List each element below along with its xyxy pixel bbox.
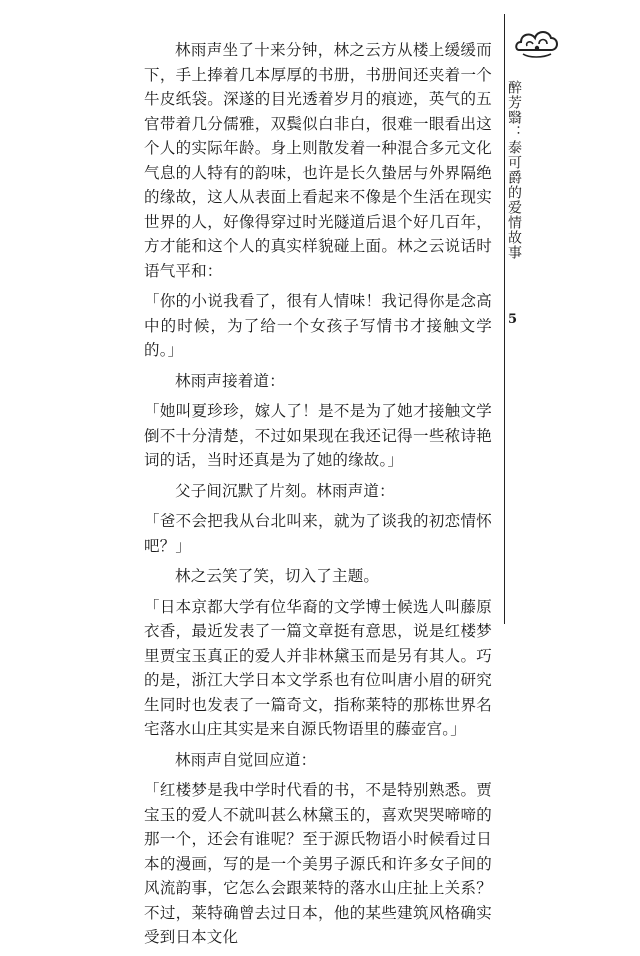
paragraph-dialogue: 「她叫夏珍珍，嫁人了！是不是为了她才接触文学倒不十分清楚，不过如果现在我还记得一些秾诗艳词的话，当时还真是为了她的缘故。」 — [144, 402, 492, 469]
paragraph-narration: 林雨声接着道： — [175, 371, 285, 390]
page-body — [144, 38, 492, 956]
paragraph-narration: 林之云笑了笑，切入了主题。 — [175, 567, 380, 585]
paragraph-narration: 父子间沉默了片刻。林雨声道： — [175, 481, 395, 500]
paragraph-dialogue: 「爸不会把我从台北叫来，就为了谈我的初恋情怀吧？」 — [144, 512, 492, 555]
paragraph-dialogue: 「你的小说我看了，很有人情味！我记得你是念高中的时候，为了给一个女孩子写情书才接触文学的。」 — [144, 292, 492, 359]
running-head: 醉芳翳：泰可爵的爱情故事 — [506, 80, 522, 260]
paragraph-narration: 林雨声坐了十来分钟，林之云方从楼上缓缓而下，手上捧着几本厚厚的书册，书册间还夹着一个牛皮纸袋。深遂的目光透着岁月的痕迹，英气的五官带着几分儒雅，双鬓似白非白，很难一眼看出这个人的实际年龄。身上则散发着一种混合多元文化气息的人特有的韵味，也许是长久蛰居与外界隔绝的缘故，这人从表面上看起来不像是个生活在现实世界的人，好像得穿过时光隧道后退个好几百年，方才能和这个人的真实样貌碰上面。林之云说话时语气平和： — [144, 41, 492, 280]
cloud-ornament-icon — [513, 20, 561, 68]
paragraph-narration: 林雨声自觉回应道： — [175, 750, 317, 769]
paragraph-dialogue: 「日本京都大学有位华裔的文学博士候选人叫藤原衣香，最近发表了一篇文章挺有意思，说是红楼梦里贾宝玉真正的爱人并非林黛玉而是另有其人。巧的是，浙江大学日本文学系也有位叫唐小眉的研究生同时也发表了一篇奇文，指称莱特的那栋世界名宅落水山庄其实是来自源氏物语里的藤壶宫。」 — [144, 597, 492, 738]
page-number: 5 — [508, 312, 518, 327]
paragraph-dialogue: 「红楼梦是我中学时代看的书，不是特别熟悉。贾宝玉的爱人不就叫甚么林黛玉的，喜欢哭哭啼啼的那一个，还会有谁呢？至于源氏物语小时候看过日本的漫画，写的是一个美男子源氏和许多女子间的风流韵事，它怎么会跟莱特的落水山庄扯上关系？不过，莱特确曾去过日本，他的某些建筑风格确实受到日本文化 — [144, 781, 492, 946]
